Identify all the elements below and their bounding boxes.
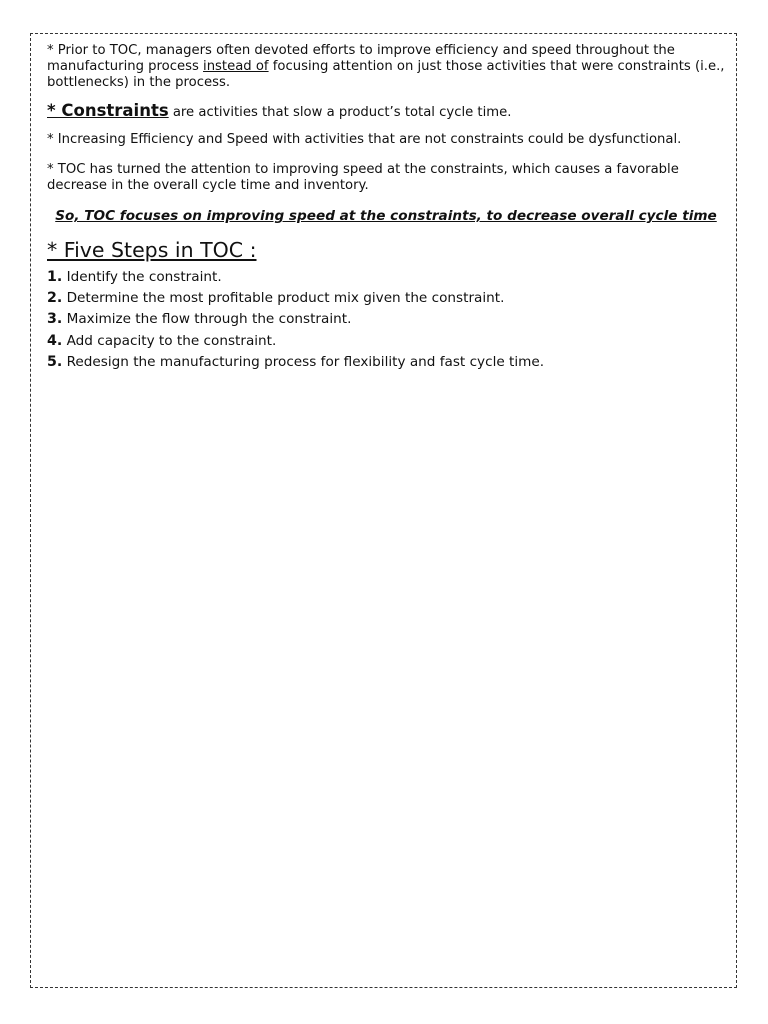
step-number: 4. bbox=[47, 332, 63, 349]
step-item-5 bbox=[47, 352, 725, 373]
step-number: 1. bbox=[47, 269, 63, 285]
step-text: Identify the constraint. bbox=[62, 269, 222, 285]
step-text: Determine the most profitable product mix given the constraint. bbox=[62, 290, 505, 307]
step-item-3 bbox=[47, 309, 725, 330]
efficiency-paragraph: * Increasing Efficiency and Speed with activities that are not constraints could be dysfunctional. bbox=[47, 132, 682, 147]
toc-attention-paragraph: * TOC has turned the attention to improving speed at the constraints, which causes a favorable decrease in the overall cycle time and inventory. bbox=[47, 162, 679, 193]
steps-heading: * Five Steps in TOC : bbox=[47, 238, 257, 262]
emphasis-statement: So, TOC focuses on improving speed at the constraints, to decrease overall cycle time bbox=[55, 208, 717, 224]
steps-list bbox=[47, 267, 725, 373]
step-text: Add capacity to the constraint. bbox=[62, 332, 277, 349]
intro-text-after: focusing attention on just those activities that were constraints (i.e., bottlenecks) in the process. bbox=[47, 59, 725, 90]
step-text: Redesign the manufacturing process for flexibility and fast cycle time. bbox=[62, 353, 545, 370]
page-frame bbox=[30, 33, 737, 988]
intro-paragraph bbox=[47, 43, 725, 91]
constraints-definition bbox=[47, 100, 725, 124]
step-number: 3. bbox=[47, 311, 63, 328]
step-item-4 bbox=[47, 331, 725, 352]
step-number: 2. bbox=[47, 290, 63, 307]
step-item-2 bbox=[47, 288, 725, 309]
document-content bbox=[47, 43, 725, 373]
intro-underlined-phrase: instead of bbox=[203, 59, 269, 74]
step-text: Maximize the flow through the constraint. bbox=[62, 311, 352, 328]
intro-text-before: * Prior to TOC, managers often devoted efforts to improve efficiency and speed throughout the manufacturing process bbox=[47, 43, 675, 74]
constraints-definition-text: are activities that slow a product’s total cycle time. bbox=[168, 105, 512, 120]
constraints-term: * Constraints bbox=[47, 101, 169, 120]
step-item-1 bbox=[47, 267, 725, 288]
step-number: 5. bbox=[47, 353, 63, 370]
